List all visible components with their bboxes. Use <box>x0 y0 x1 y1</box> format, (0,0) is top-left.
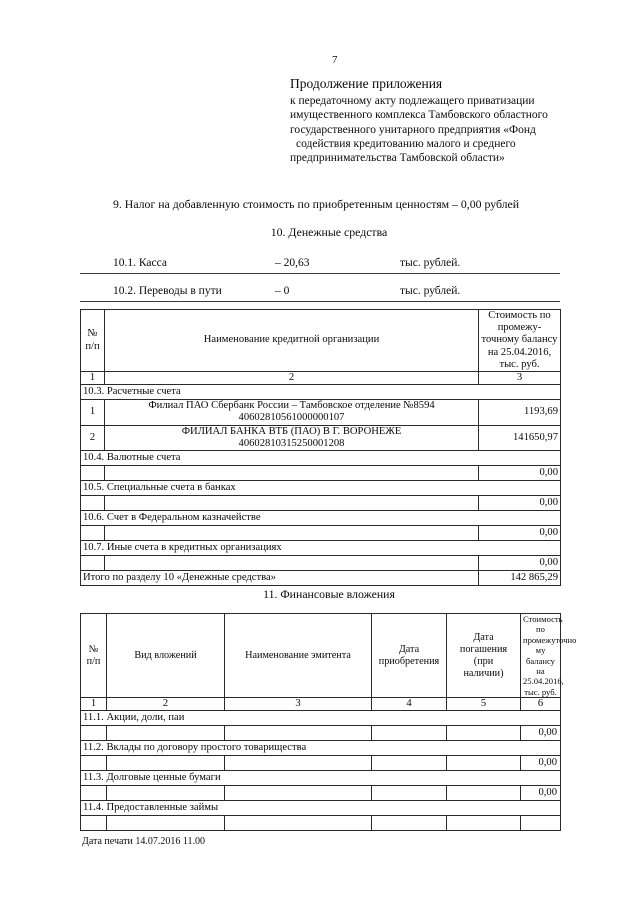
colnum-3: 3 <box>225 698 372 711</box>
table-row <box>81 771 561 786</box>
table-row <box>81 741 561 756</box>
row-number <box>81 786 107 801</box>
header-number-line2: п/п <box>86 655 101 667</box>
page-title: Продолжение приложения <box>290 76 443 91</box>
row-value: 0,00 <box>521 786 561 801</box>
table-row <box>81 400 561 425</box>
row-kind <box>107 816 225 831</box>
subtitle-line-2: имущественного комплекса Тамбовского областного <box>290 109 548 122</box>
header-value-line1: Стоимость по промежу- <box>488 310 551 334</box>
row-maturity-date <box>447 756 521 771</box>
header-cell-maturity-date <box>447 614 521 698</box>
cash-line-10-1-label: 10.1. Касса <box>113 257 167 269</box>
row-number <box>81 556 105 571</box>
cash-line-10-2-value: – 0 <box>275 285 290 297</box>
header-acq-line2: приобретения <box>378 655 440 667</box>
row-kind <box>107 756 225 771</box>
cash-accounts-table <box>80 309 561 586</box>
table-column-numbers-row <box>81 372 561 385</box>
row-maturity-date <box>447 816 521 831</box>
row-value: 0,00 <box>479 526 561 541</box>
bank-name-line1: ФИЛИАЛ БАНКА ВТБ (ПАО) В Г. ВОРОНЕЖЕ <box>181 425 402 437</box>
section-9-text: 9. Налог на добавленную стоимость по приобретенным ценностям – 0,00 рублей <box>113 197 520 211</box>
table-row <box>81 481 561 496</box>
row-number: 2 <box>81 425 105 450</box>
row-acquisition-date <box>372 786 447 801</box>
total-label: Итого по разделу 10 «Денежные средства» <box>81 571 479 586</box>
header-cell-number <box>81 614 107 698</box>
header-cell-acquisition-date <box>372 614 447 698</box>
header-value-line1: Стоимость по <box>523 614 563 635</box>
table-row <box>81 385 561 400</box>
financial-investments-table <box>80 613 577 831</box>
header-value-line3: му балансу <box>526 645 555 666</box>
header-mat-line1: Дата <box>473 631 494 643</box>
cash-line-10-2 <box>80 284 560 302</box>
header-value-line4: на 25.04.2016, <box>523 666 564 687</box>
cash-line-10-1-unit: тыс. рублей. <box>400 257 461 269</box>
header-mat-line2: погашения <box>459 643 508 655</box>
subtitle-line-1: к передаточному акту подлежащего приватизации <box>290 95 535 107</box>
colnum-3: 3 <box>479 372 561 385</box>
section-label-11-1: 11.1. Акции, доли, паи <box>81 711 561 726</box>
row-kind <box>107 726 225 741</box>
row-name <box>105 466 479 481</box>
header-cell-kind: Вид вложений <box>107 614 225 698</box>
row-number <box>81 496 105 511</box>
row-name <box>105 556 479 571</box>
colnum-2: 2 <box>105 372 479 385</box>
row-acquisition-date <box>372 756 447 771</box>
header-mat-line4: наличии) <box>463 667 504 679</box>
section-label-10-7: 10.7. Иные счета в кредитных организациях <box>81 541 561 556</box>
table-row <box>81 511 561 526</box>
section-label-11-3: 11.3. Долговые ценные бумаги <box>81 771 561 786</box>
table-row <box>81 526 561 541</box>
table-header-row <box>81 310 561 372</box>
section-label-10-4: 10.4. Валютные счета <box>81 451 561 466</box>
row-value: 0,00 <box>521 726 561 741</box>
row-number <box>81 526 105 541</box>
bank-account-line: 40602810315250001208 <box>238 437 345 449</box>
header-value-line2: промежуточно <box>523 634 577 645</box>
total-value: 142 865,29 <box>479 571 561 586</box>
header-cell-value <box>479 310 561 372</box>
table-row <box>81 726 561 741</box>
header-value-line2: точному балансу <box>481 334 558 346</box>
document-subtitle <box>290 94 590 165</box>
table-row <box>81 756 561 771</box>
row-value: 0,00 <box>479 466 561 481</box>
row-acquisition-date <box>372 726 447 741</box>
row-kind <box>107 786 225 801</box>
row-name <box>105 526 479 541</box>
row-maturity-date <box>447 786 521 801</box>
section-10-title: 10. Денежные средства <box>270 225 388 239</box>
header-value-line5: тыс. руб. <box>524 686 557 697</box>
section-label-11-4: 11.4. Предоставленные займы <box>81 801 561 816</box>
table-row <box>81 711 561 726</box>
print-date: Дата печати 14.07.2016 11.00 <box>82 836 206 847</box>
table-header-row <box>81 614 561 698</box>
colnum-4: 4 <box>372 698 447 711</box>
subtitle-line-3: государственного унитарного предприятия «Фонд <box>290 123 536 136</box>
colnum-5: 5 <box>447 698 521 711</box>
bank-name-line1: Филиал ПАО Сбербанк России – Тамбовское отделение №8594 <box>148 400 435 412</box>
row-issuer <box>225 786 372 801</box>
header-cell-value <box>521 614 577 698</box>
section-label-11-2: 11.2. Вклады по договору простого товарищества <box>81 741 561 756</box>
bank-account-line: 40602810561000000107 <box>238 412 345 424</box>
header-cell-org-name: Наименование кредитной организации <box>105 310 479 372</box>
bank-value: 1193,69 <box>479 400 561 425</box>
table-total-row <box>81 571 561 586</box>
section-label-10-5: 10.5. Специальные счета в банках <box>81 481 561 496</box>
row-maturity-date <box>447 726 521 741</box>
table-row <box>81 556 561 571</box>
bank-name-cell <box>105 425 479 450</box>
row-value: 0,00 <box>479 496 561 511</box>
row-issuer <box>225 726 372 741</box>
row-issuer <box>225 756 372 771</box>
header-acq-line1: Дата <box>398 643 420 655</box>
table-row <box>81 816 561 831</box>
header-number-line1: № <box>87 328 98 340</box>
bank-name-cell <box>105 400 479 425</box>
cash-line-10-1-value: – 20,63 <box>275 257 310 269</box>
colnum-6: 6 <box>521 698 561 711</box>
header-cell-issuer: Наименование эмитента <box>225 614 372 698</box>
section-label-10-3: 10.3. Расчетные счета <box>81 385 561 400</box>
cash-line-10-2-unit: тыс. рублей. <box>400 285 461 297</box>
row-acquisition-date <box>372 816 447 831</box>
section-11-title: 11. Финансовые вложения <box>263 587 395 601</box>
header-cell-number <box>81 310 105 372</box>
subtitle-line-5: предпринимательства Тамбовской области» <box>290 152 505 165</box>
colnum-2: 2 <box>107 698 225 711</box>
row-issuer <box>225 816 372 831</box>
table-row <box>81 451 561 466</box>
row-number <box>81 726 107 741</box>
header-mat-line3: (при <box>473 655 494 667</box>
subtitle-line-4: содействия кредитованию малого и среднего <box>296 137 516 150</box>
row-value: 0,00 <box>479 556 561 571</box>
colnum-1: 1 <box>81 372 105 385</box>
table-row <box>81 541 561 556</box>
bank-value: 141650,97 <box>479 425 561 450</box>
page-number: 7 <box>332 54 338 66</box>
header-number-line1: № <box>88 643 99 655</box>
header-value-line3: на 25.04.2016, <box>487 346 552 358</box>
header-number-line2: п/п <box>85 340 100 352</box>
row-number <box>81 756 107 771</box>
row-number: 1 <box>81 400 105 425</box>
table-column-numbers-row <box>81 698 561 711</box>
row-number <box>81 816 107 831</box>
table-row <box>81 425 561 450</box>
section-label-10-6: 10.6. Счет в Федеральном казначействе <box>81 511 561 526</box>
cash-line-10-2-label: 10.2. Переводы в пути <box>113 285 222 297</box>
row-value: 0,00 <box>521 756 561 771</box>
header-value-line4: тыс. руб. <box>499 358 540 370</box>
row-number <box>81 466 105 481</box>
table-row <box>81 496 561 511</box>
cash-line-10-1 <box>80 256 560 274</box>
table-row <box>81 786 561 801</box>
table-row <box>81 466 561 481</box>
row-value <box>521 816 561 831</box>
row-name <box>105 496 479 511</box>
table-row <box>81 801 561 816</box>
colnum-1: 1 <box>81 698 107 711</box>
